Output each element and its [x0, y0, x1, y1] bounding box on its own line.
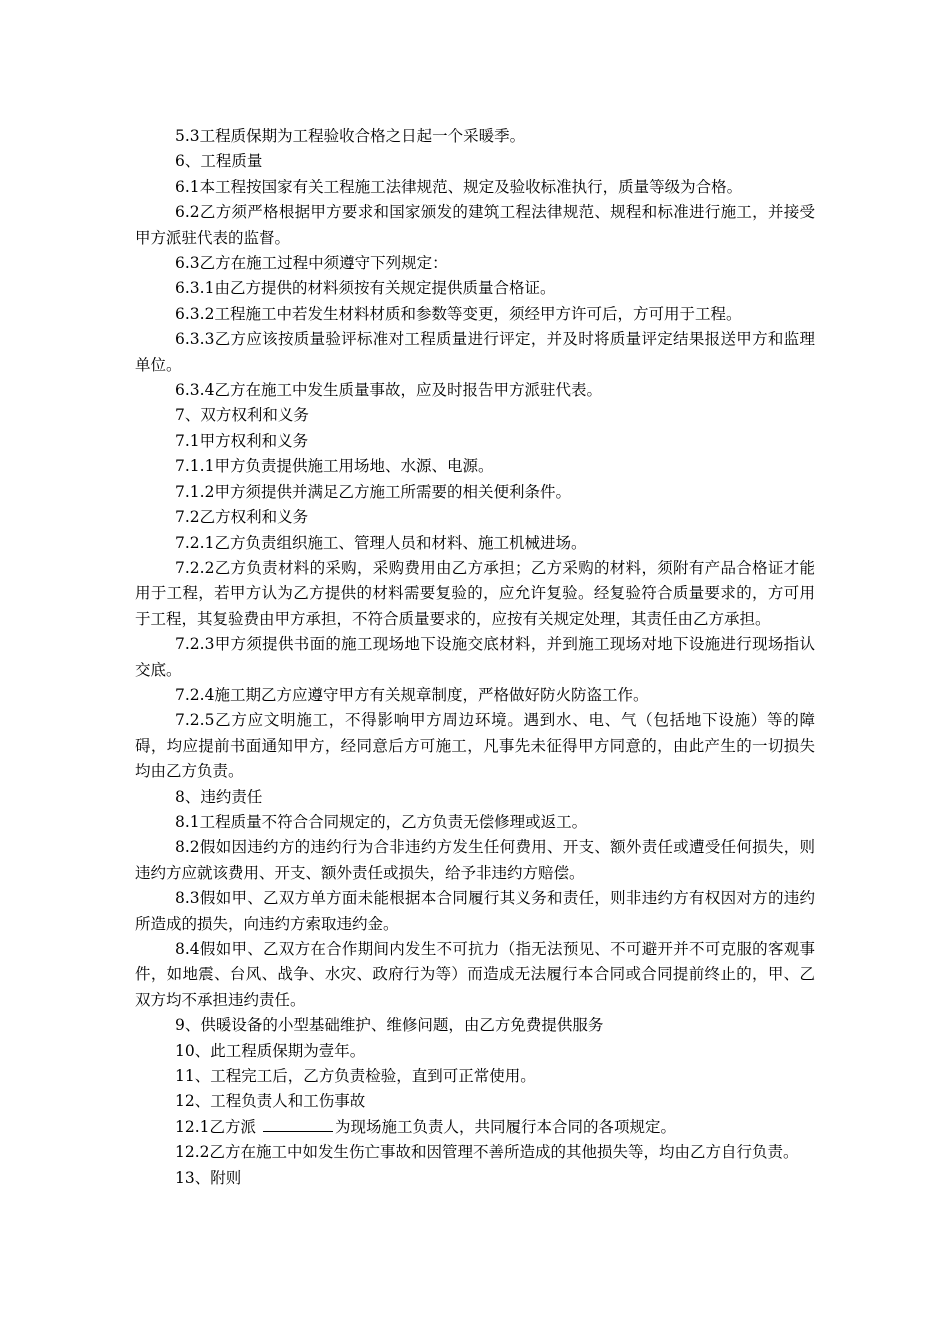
paragraph: 6.3.3乙方应该按质量验评标准对工程质量进行评定，并及时将质量评定结果报送甲方和监理单位。: [135, 330, 815, 374]
paragraph: 6.3.4乙方在施工中发生质量事故，应及时报告甲方派驻代表。: [175, 381, 602, 400]
paragraph: 5.3工程质保期为工程验收合格之日起一个采暖季。: [175, 127, 526, 145]
paragraph: 7.2.2乙方负责材料的采购，采购费用由乙方承担；乙方采购的材料，须附有产品合格证才能用于工程，若甲方认为乙方提供的材料需要复验的，应允许复验。经复验符合质量要求的，方可用于工程，其复验费由甲方承担，不符合质量要求的，应按有关规定处理，其责任由乙方承担。: [135, 558, 815, 628]
paragraph: 8.1工程质量不符合合同规定的，乙方负责无偿修理或返工。: [175, 812, 588, 831]
clause-12-1-after: 为现场施工负责人，共同履行本合同的各项规定。: [334, 1117, 676, 1136]
paragraph: 7.1.2甲方须提供并满足乙方施工所需要的相关便利条件。: [175, 482, 571, 501]
section-heading: 12、工程负责人和工伤事故: [175, 1092, 366, 1111]
paragraph: 8.3假如甲、乙双方单方面未能根据本合同履行其义务和责任，则非违约方有权因对方的违约所造成的损失，向违约方索取违约金。: [135, 889, 815, 933]
paragraph: 7.2.3甲方须提供书面的施工现场地下设施交底材料，并到施工现场对地下设施进行现场指认交底。: [135, 635, 815, 679]
section-heading: 9、供暖设备的小型基础维护、维修问题，由乙方免费提供服务: [175, 1016, 604, 1035]
section-heading: 10、此工程质保期为壹年。: [175, 1041, 366, 1060]
clause-12-1: [135, 1115, 815, 1140]
paragraph: 7.1.1甲方负责提供施工用场地、水源、电源。: [175, 457, 494, 476]
paragraph: 7.2.4施工期乙方应遵守甲方有关规章制度，严格做好防火防盗工作。: [175, 685, 649, 704]
section-heading: 8、违约责任: [175, 787, 263, 806]
paragraph: 6.2乙方须严格根据甲方要求和国家颁发的建筑工程法律规范、规程和标准进行施工，并接受甲方派驻代表的监督。: [135, 203, 815, 247]
paragraph: 6.3.2工程施工中若发生材料材质和参数等变更，须经甲方许可后，方可用于工程。: [175, 304, 742, 323]
paragraph: 6.3乙方在施工过程中须遵守下列规定：: [175, 254, 448, 273]
section-heading: 11、工程完工后，乙方负责检验，直到可正常使用。: [175, 1067, 536, 1086]
subsection-heading: 7.2乙方权利和义务: [175, 508, 309, 527]
document-body: [135, 124, 815, 1191]
responsible-person-blank: [263, 1115, 333, 1132]
subsection-heading: 7.1甲方权利和义务: [175, 431, 309, 450]
section-heading: 13、附则: [175, 1168, 242, 1187]
paragraph: 8.4假如甲、乙双方在合作期间内发生不可抗力（指无法预见、不可避开并不可克服的客观事件，如地震、台风、战争、水灾、政府行为等）而造成无法履行本合同或合同提前终止的，甲、乙双方均不承担违约责任。: [135, 940, 815, 1009]
paragraph: 12.2乙方在施工中如发生伤亡事故和因管理不善所造成的其他损失等，均由乙方自行负责。: [175, 1143, 799, 1162]
paragraph: 7.2.5乙方应文明施工，不得影响甲方周边环境。遇到水、电、气（包括地下设施）等的障碍，均应提前书面通知甲方，经同意后方可施工，凡事先未征得甲方同意的，由此产生的一切损失均由乙方负责。: [135, 711, 815, 781]
paragraph: 7.2.1乙方负责组织施工、管理人员和材料、施工机械进场。: [175, 533, 587, 552]
paragraph: 6.1本工程按国家有关工程施工法律规范、规定及验收标准执行，质量等级为合格。: [175, 177, 743, 196]
section-heading: 6、工程质量: [175, 152, 263, 171]
paragraph: 6.3.1由乙方提供的材料须按有关规定提供质量合格证。: [175, 279, 556, 298]
clause-12-1-before: 12.1乙方派: [175, 1117, 257, 1136]
paragraph: 8.2假如因违约方的违约行为合非违约方发生任何费用、开支、额外责任或遭受任何损失，则违约方应就该费用、开支、额外责任或损失，给予非违约方赔偿。: [135, 838, 815, 882]
section-heading: 7、双方权利和义务: [175, 406, 309, 425]
